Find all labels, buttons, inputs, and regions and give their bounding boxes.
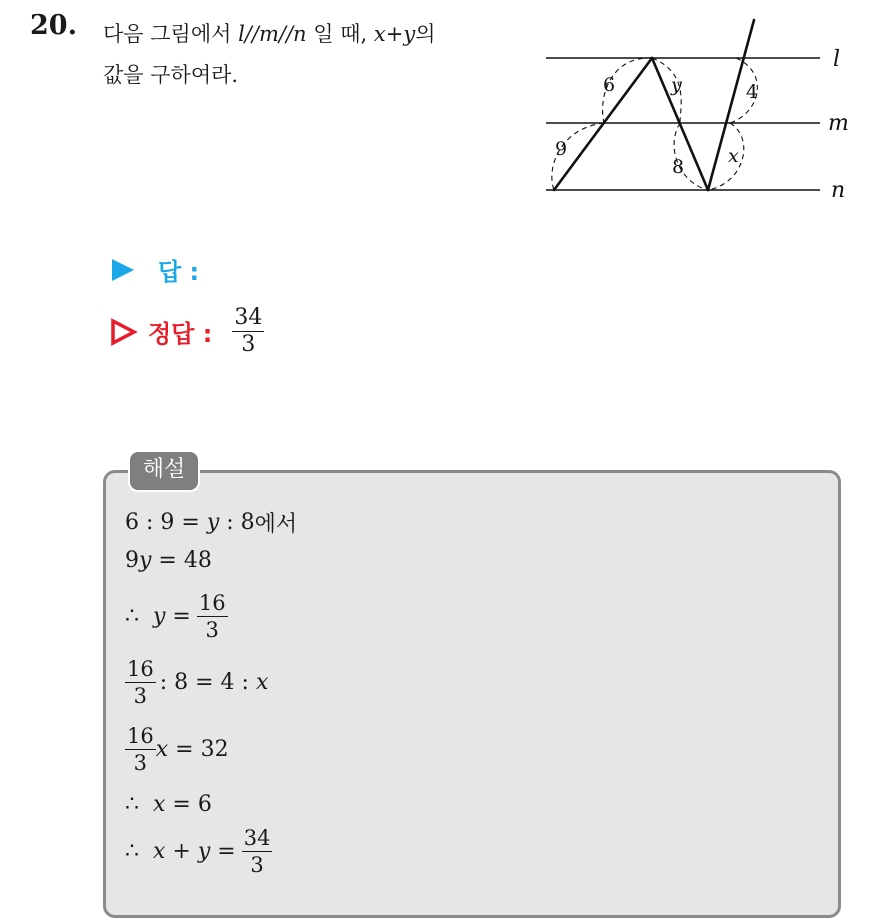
outline-triangle-icon — [110, 318, 138, 346]
solution-line-5-den: 3 — [133, 751, 148, 775]
question-text — [103, 14, 523, 96]
solution-line-4-den: 3 — [133, 684, 148, 708]
correct-answer-label: 정답 : — [148, 320, 213, 348]
solution-line-6 — [125, 792, 212, 817]
solution-line-5-fraction — [125, 723, 156, 776]
solution-line-3-prefix: ∴ y = — [125, 604, 191, 629]
question-number: 20. — [30, 10, 77, 41]
solution-line-7-den: 3 — [250, 853, 264, 877]
question-text-suffix: 의 — [415, 22, 436, 46]
label-x: x — [728, 145, 739, 167]
label-9: 9 — [555, 138, 568, 160]
correct-answer-numerator: 34 — [234, 305, 263, 330]
solution-line-4-num: 16 — [127, 657, 154, 681]
label-line-l: l — [833, 47, 841, 72]
label-line-m: m — [828, 111, 849, 136]
play-triangle-icon — [110, 257, 136, 283]
question-expression: x+y — [373, 22, 416, 46]
solution-line-5-num: 16 — [127, 724, 154, 748]
correct-answer-denominator: 3 — [241, 332, 256, 357]
solution-line-4-fraction — [125, 656, 156, 709]
solution-line-1-text: 에서 — [254, 512, 298, 537]
solution-line-4-suffix: : 8 = 4 : x — [159, 670, 269, 695]
solution-line-2-expr: 9y = 48 — [125, 548, 212, 573]
solution-line-1 — [125, 507, 297, 538]
parallel-lines-figure — [540, 18, 860, 208]
solution-line-6-expr: ∴ x = 6 — [125, 792, 212, 817]
solution-tab: 해설 — [128, 450, 200, 492]
solution-ratio: 6 : 9 = y : 8 — [125, 510, 255, 535]
correct-answer-fraction — [232, 305, 264, 358]
correct-answer-row — [110, 305, 264, 358]
solution-line-7-fraction — [242, 825, 273, 878]
question-text-mid: 일 때, — [313, 22, 368, 46]
answer-label: 답 : — [158, 258, 200, 286]
solution-line-4 — [125, 656, 268, 709]
answer-row — [110, 252, 199, 287]
question-parallel-notation: l//m//n — [238, 22, 307, 46]
solution-line-5-suffix: x = 32 — [155, 737, 229, 762]
label-y: y — [671, 74, 682, 96]
solution-line-2 — [125, 548, 212, 573]
label-6: 6 — [603, 74, 616, 96]
solution-line-7-num: 34 — [243, 826, 271, 850]
solution-line-7-prefix: ∴ x + y = — [125, 839, 236, 864]
label-4: 4 — [746, 81, 759, 103]
question-text-prefix: 다음 그림에서 — [103, 22, 232, 46]
solution-line-3 — [125, 590, 228, 643]
label-8: 8 — [672, 156, 685, 178]
solution-line-3-fraction — [197, 590, 228, 643]
solution-line-7 — [125, 825, 272, 878]
label-line-n: n — [831, 178, 846, 203]
question-text-line2: 값을 구하여라. — [103, 63, 239, 87]
solution-line-3-num: 16 — [198, 591, 226, 615]
solution-line-5 — [125, 723, 229, 776]
solution-line-3-den: 3 — [205, 618, 219, 642]
